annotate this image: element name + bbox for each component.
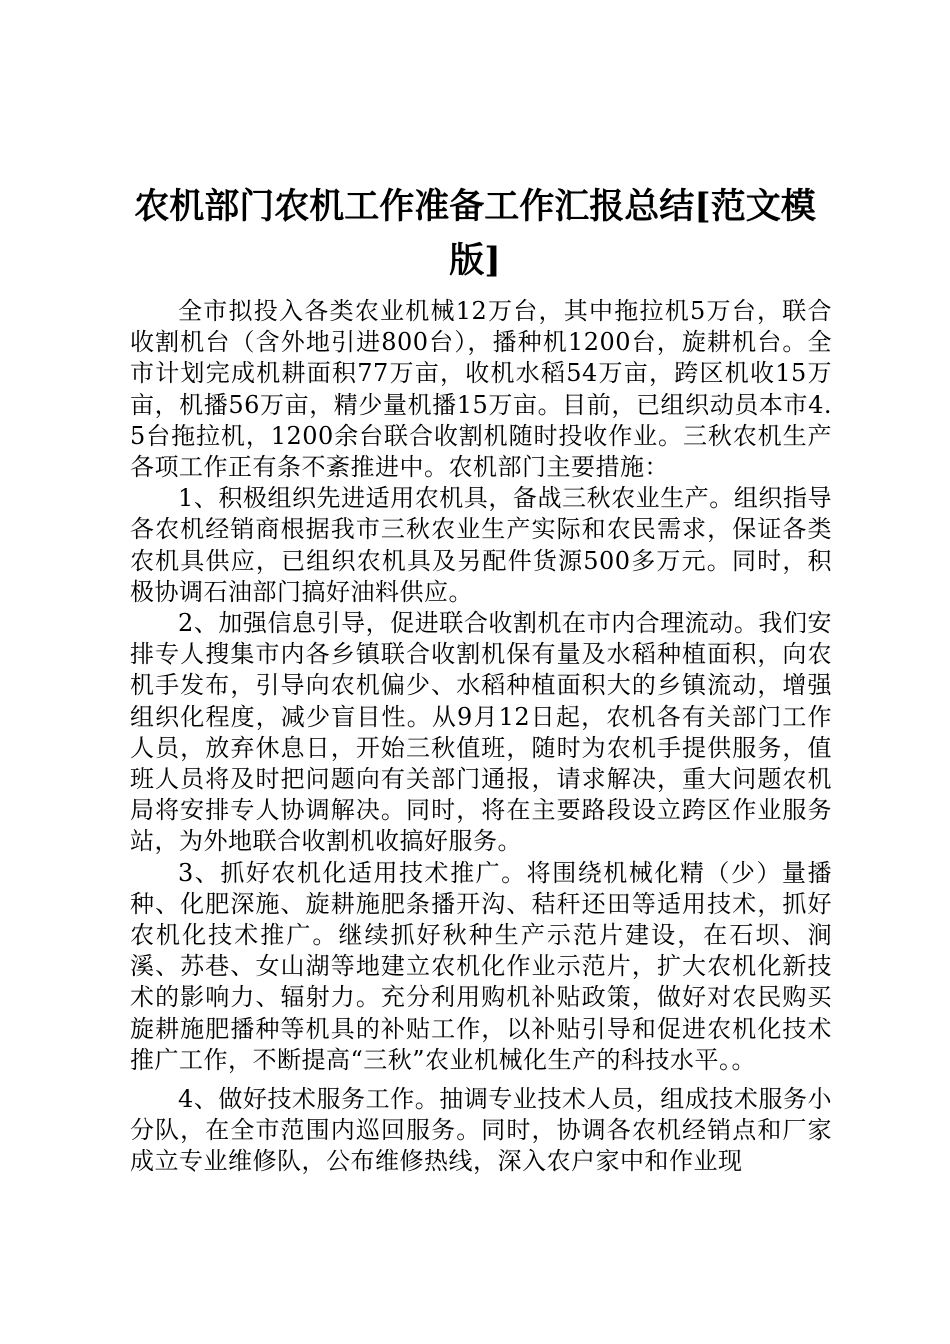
paragraph-measure-3: 3、抓好农机化适用技术推广。将围绕机械化精（少）量播种、化肥深施、旋耕施肥条播开沟、秸秆还田等适用技术，抓好农机化技术推广。继续抓好秋种生产示范片建设，在石坝、涧溪、苏巷、女山湖等地建立农机化作业示范片，扩大农机化新技术的影响力、辐射力。充分利用购机补贴政策，做好对农民购买旋耕施肥播种等机具的补贴工作，以补贴引导和促进农机化技术推广工作，不断提高“三秋”农业机械化生产的科技水平。。 — [130, 858, 832, 1074]
document-body — [130, 296, 832, 1178]
document-title: 农机部门农机工作准备工作汇报总结[范文模版] — [134, 186, 816, 281]
paragraph-measure-1: 1、积极组织先进适用农机具，备战三秋农业生产。组织指导各农机经销商根据我市三秋农业生产实际和农民需求，保证各类农机具供应，已组织农机具及另配件货源500多万元。同时，积极协调石油部门搞好油料供应。 — [130, 484, 832, 606]
paragraph-measure-2: 2、加强信息引导，促进联合收割机在市内合理流动。我们安排专人搜集市内各乡镇联合收割机保有量及水稻种植面积，向农机手发布，引导向农机偏少、水稻种植面积大的乡镇流动，增强组织化程度，减少盲目性。从9月12日起，农机各有关部门工作人员，放弃休息日，开始三秋值班，随时为农机手提供服务，值班人员将及时把问题向有关部门通报，请求解决，重大问题农机局将安排专人协调解决。同时，将在主要路段设立跨区作业服务站，为外地联合收割机收搞好服务。 — [130, 609, 832, 856]
paragraph-measure-4: 4、做好技术服务工作。抽调专业技术人员，组成技术服务小分队，在全市范围内巡回服务。同时，协调各农机经销点和厂家成立专业维修队，公布维修热线，深入农户家中和作业现 — [130, 1085, 832, 1176]
paragraph-intro: 全市拟投入各类农业机械12万台，其中拖拉机5万台，联合收割机台（含外地引进800台），播种机1200台，旋耕机台。全市计划完成机耕面积77万亩，收机水稻54万亩，跨区机收15万亩，机播56万亩，精少量机播15万亩。目前，已组织动员本市4.5台拖拉机，1200余台联合收割机随时投收作业。三秋农机生产各项工作正有条不紊推进中。农机部门主要措施： — [130, 297, 832, 482]
